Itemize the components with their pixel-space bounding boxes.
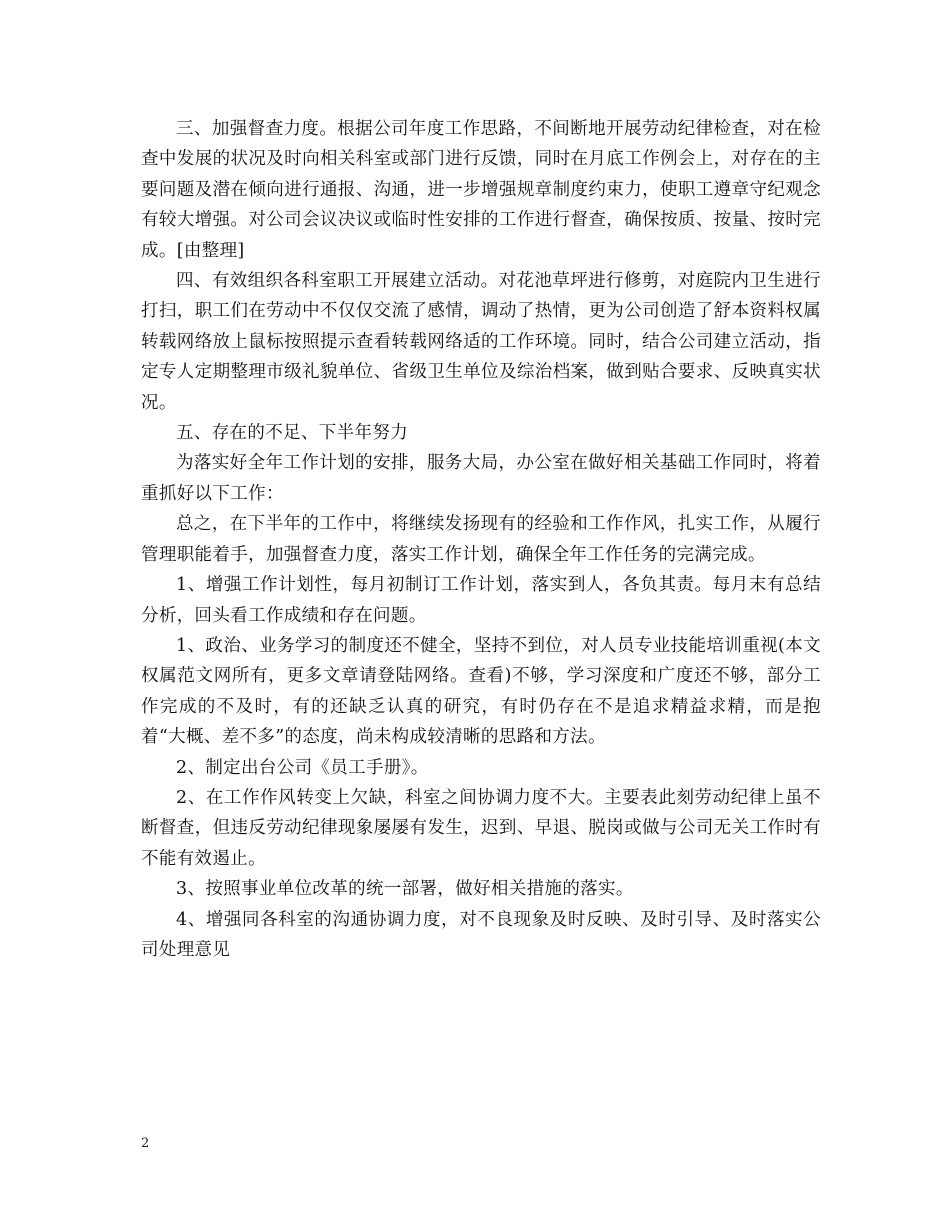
list-item-coordination: 4、增强同各科室的沟通协调力度，对不良现象及时反映、及时引导、及时落实公司处理意见	[141, 909, 821, 960]
list-item-study-system: 1、政治、业务学习的制度还不健全，坚持不到位，对人员专业技能培训重视(本文权属范文网所有，更多文章请登陆网络。查看)不够，学习深度和广度还不够，部分工作完成的不及时，有的还缺乏认真的研究，有时仍存在不是追求精益求精，而是抱着“大概、差不多”的态度，尚未构成较清晰的思路和方法。	[141, 635, 821, 748]
list-item-work-plan: 1、增强工作计划性，每月初制订工作计划，落实到人，各负其责。每月末有总结分析，回头看工作成绩和存在问题。	[141, 575, 821, 626]
paragraph-plan-intro: 为落实好全年工作计划的安排，服务大局，办公室在做好相关基础工作同时，将着重抓好以下工作：	[141, 453, 821, 504]
paragraph-supervision: 三、加强督查力度。根据公司年度工作思路，不间断地开展劳动纪律检查，对在检查中发展的状况及时向相关科室或部门进行反馈，同时在月底工作例会上，对存在的主要问题及潜在倾向进行通报、沟通，进一步增强规章制度约束力，使职工遵章守纪观念有较大增强。对公司会议决议或临时性安排的工作进行督查，确保按质、按量、按时完成。[由整理]	[141, 119, 821, 261]
list-item-work-style: 2、在工作作风转变上欠缺，科室之间协调力度不大。主要表此刻劳动纪律上虽不断督查，但违反劳动纪律现象屡屡有发生，迟到、早退、脱岗或做与公司无关工作时有不能有效遏止。	[141, 787, 821, 869]
list-item-reform: 3、按照事业单位改革的统一部署，做好相关措施的落实。	[176, 879, 634, 900]
paragraph-summary: 总之，在下半年的工作中，将继续发扬现有的经验和工作作风，扎实工作，从履行管理职能着手，加强督查力度，落实工作计划，确保全年工作任务的完满完成。	[141, 514, 821, 565]
section-heading-shortcomings: 五、存在的不足、下半年努力	[176, 423, 409, 444]
paragraph-activities: 四、有效组织各科室职工开展建立活动。对花池草坪进行修剪，对庭院内卫生进行打扫，职工们在劳动中不仅仅交流了感情，调动了热情，更为公司创造了舒本资料权属转载网络放上鼠标按照提示查看转载网络适的工作环境。同时，结合公司建立活动，指定专人定期整理市级礼貌单位、省级卫生单位及综治档案，做到贴合要求、反映真实状况。	[141, 271, 821, 413]
list-item-employee-handbook: 2、制定出台公司《员工手册》。	[176, 757, 429, 778]
document-body	[141, 114, 821, 965]
page-number: 2	[141, 1136, 150, 1151]
